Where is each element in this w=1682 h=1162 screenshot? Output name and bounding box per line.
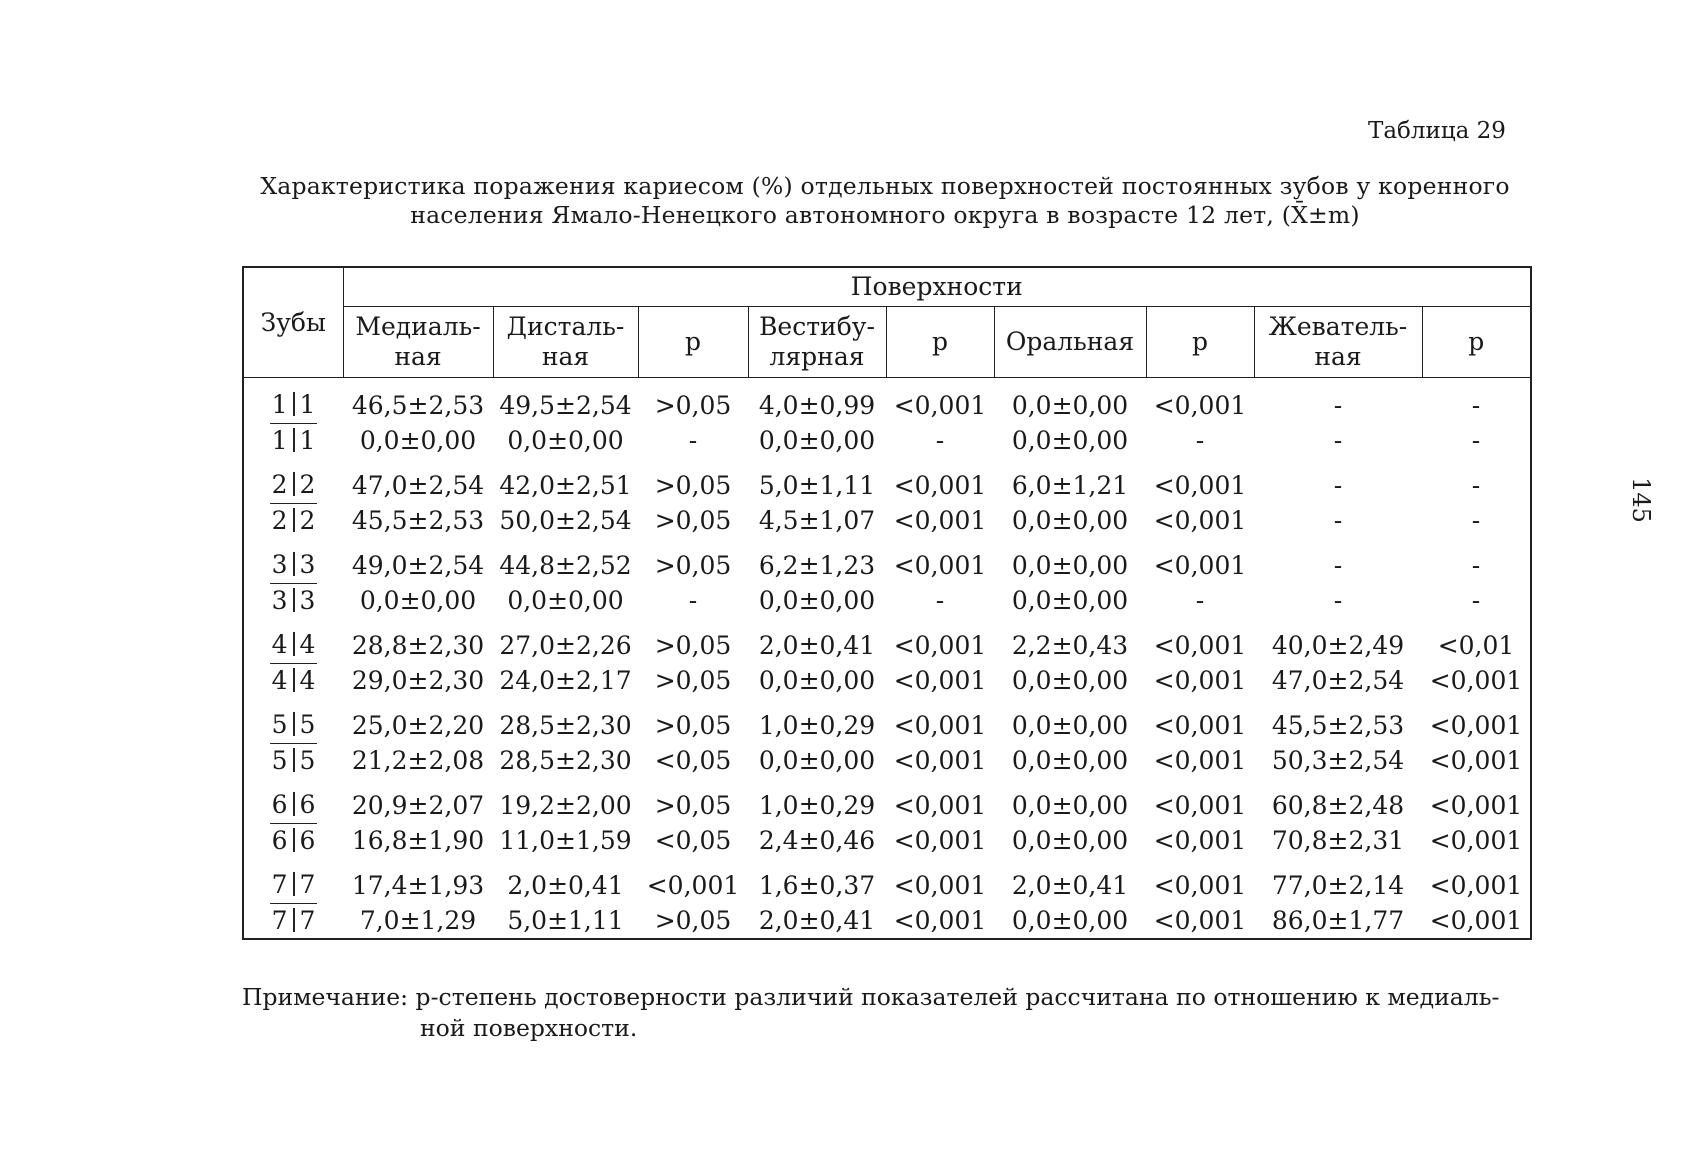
table-cell: 44,8±2,52 [499,550,632,580]
column-header [638,307,748,378]
tooth-number-right: 6 [299,825,316,855]
tooth-formula [243,584,343,619]
table-cell: <0,05 [654,745,732,775]
table-cell: - [1333,390,1343,420]
table-body [243,378,1531,940]
table-cell: >0,05 [654,790,732,820]
table-cell: 0,0±0,00 [359,585,477,615]
table-cell: 0,0±0,00 [1011,425,1129,455]
column-header [1254,307,1422,378]
tooth-number-left: 1 [271,425,288,455]
table-row [243,778,1531,824]
column-header-line-2: лярная [769,342,865,371]
teeth-header: Зубы [243,267,343,378]
table-cell: 45,5±2,53 [1271,710,1405,740]
table-cell: <0,001 [1153,550,1247,580]
table-row [243,378,1531,424]
quadrant-separator [293,668,295,692]
table-cell: >0,05 [654,550,732,580]
quadrant-separator [293,392,295,416]
quadrant-separator [293,552,295,576]
table-cell: <0,001 [1429,905,1523,935]
tooth-formula [243,378,343,424]
table-header [243,267,1531,378]
column-header [1146,307,1254,378]
table-cell: 0,0±0,00 [1011,585,1129,615]
tooth-formula [243,858,343,904]
tooth-formula [243,824,343,859]
column-header-line-1: Дисталь- [506,312,625,341]
table-cell: 5,0±1,11 [507,905,624,935]
table-cell: 0,0±0,00 [758,745,876,775]
table-cell: 0,0±0,00 [1011,745,1129,775]
tooth-number-right: 4 [299,630,316,659]
table-row [243,618,1531,664]
table-cell: <0,001 [1153,505,1247,535]
tooth-number-left: 7 [271,870,288,899]
table-cell: 28,5±2,30 [499,710,632,740]
table-cell: <0,001 [893,825,987,855]
table-cell: 0,0±0,00 [1011,710,1129,740]
table-cell: 0,0±0,00 [1011,505,1129,535]
tooth-number-right: 4 [299,665,316,695]
column-header-line-1: р [1468,327,1485,356]
table-cell: 4,5±1,07 [758,505,876,535]
table-cell: 19,2±2,00 [499,790,632,820]
tooth-number-right: 2 [299,505,316,535]
table-cell: <0,001 [1153,825,1247,855]
table-cell: 77,0±2,14 [1271,870,1405,900]
table-cell: 2,4±0,46 [758,825,876,855]
table-cell: 40,0±2,49 [1271,630,1405,660]
table-cell: >0,05 [654,665,732,695]
table-cell: 24,0±2,17 [499,665,632,695]
tooth-number-right: 3 [299,550,316,579]
tooth-number-left: 1 [271,390,288,419]
table-cell: 49,0±2,54 [351,550,485,580]
tooth-number-right: 6 [299,790,316,819]
table-cell: <0,001 [1429,665,1523,695]
tooth-number-right: 1 [299,425,316,455]
tooth-number-left: 5 [271,745,288,775]
table-cell: <0,001 [1153,390,1247,420]
table-cell: - [688,585,698,615]
table-cell: 42,0±2,51 [499,470,632,500]
table-cell: - [1333,505,1343,535]
caption-line-1: Характеристика поражения кариесом (%) отдельных поверхностей постоянных зубов у коренного [260,172,1510,200]
table-cell: >0,05 [654,710,732,740]
tooth-formula [243,504,343,539]
table-cell: 0,0±0,00 [507,425,624,455]
table-cell: 0,0±0,00 [507,585,624,615]
table-cell: <0,001 [1429,870,1523,900]
tooth-number-left: 3 [271,550,288,579]
table-cell: - [1471,390,1481,420]
table-cell: <0,001 [1153,870,1247,900]
table-cell: 6,2±1,23 [758,550,876,580]
table-cell: <0,001 [893,390,987,420]
tooth-number-right: 1 [299,390,316,419]
table-cell: 2,0±0,41 [507,870,624,900]
quadrant-separator [293,908,295,932]
table-cell: - [1471,550,1481,580]
table-cell: - [935,585,945,615]
table-cell: - [1471,425,1481,455]
column-header [748,307,886,378]
table-cell: - [1471,470,1481,500]
table-cell: 2,2±0,43 [1011,630,1129,660]
table-cell: <0,001 [1153,710,1247,740]
table-cell: >0,05 [654,505,732,535]
table-cell: - [1195,585,1205,615]
table-cell: 45,5±2,53 [351,505,485,535]
table-cell: 47,0±2,54 [351,470,485,500]
table-cell: <0,001 [1153,470,1247,500]
table-row [243,424,1531,459]
footnote-line-2: ной поверхности. [420,1014,638,1042]
table-cell: <0,001 [893,630,987,660]
table-cell: <0,001 [1429,710,1523,740]
table-cell: 46,5±2,53 [351,390,485,420]
tooth-number-right: 5 [299,745,316,775]
table-caption [235,172,1535,230]
footnote [242,982,1542,1044]
table-cell: <0,001 [893,710,987,740]
table-cell: 0,0±0,00 [1011,390,1129,420]
table-cell: - [1333,550,1343,580]
tooth-formula [243,698,343,744]
table-row [243,538,1531,584]
table-label: Таблица 29 [1368,118,1506,144]
table-cell: 1,6±0,37 [758,870,876,900]
table-cell: <0,001 [1153,905,1247,935]
column-header-line-1: р [684,327,701,356]
table-row [243,504,1531,539]
tooth-number-left: 4 [271,665,288,695]
quadrant-separator [293,792,295,816]
table-cell: <0,001 [893,665,987,695]
quadrant-separator [293,472,295,496]
tooth-formula [243,778,343,824]
column-header-line-1: Жеватель- [1268,312,1408,341]
table-cell: 0,0±0,00 [1011,550,1129,580]
table-cell: <0,001 [893,505,987,535]
table-cell: 6,0±1,21 [1011,470,1129,500]
table-cell: 28,8±2,30 [351,630,485,660]
table-cell: <0,001 [893,905,987,935]
table-cell: >0,05 [654,390,732,420]
table-row [243,904,1531,940]
table-row [243,744,1531,779]
footnote-line-1: Примечание: р-степень достоверности различий показателей рассчитана по отношению к медиаль- [242,983,1500,1011]
table-cell: 17,4±1,93 [351,870,485,900]
tooth-formula [243,744,343,779]
tooth-number-left: 6 [271,825,288,855]
table-cell: 2,0±0,41 [758,630,876,660]
table-cell: - [1471,505,1481,535]
table-cell: 1,0±0,29 [758,790,876,820]
table-cell: <0,001 [893,550,987,580]
table-cell: <0,001 [893,870,987,900]
table-row [243,458,1531,504]
column-header-line-1: р [931,327,948,356]
table-cell: >0,05 [654,470,732,500]
table-row [243,664,1531,699]
table-cell: 11,0±1,59 [499,825,632,855]
table-cell: 0,0±0,00 [1011,665,1129,695]
column-header-line-1: Медиаль- [355,312,481,341]
column-header-line-2: ная [394,342,442,371]
column-header-line-2: ная [541,342,590,371]
tooth-formula [243,618,343,664]
table-cell: 4,0±0,99 [758,390,876,420]
table-cell: 25,0±2,20 [351,710,485,740]
table-cell: 2,0±0,41 [758,905,876,935]
table-cell: - [1333,425,1343,455]
table-row [243,824,1531,859]
quadrant-separator [293,712,295,736]
quadrant-separator [293,828,295,852]
table-cell: 0,0±0,00 [1011,825,1129,855]
table-cell: - [935,425,945,455]
table-cell: <0,001 [1429,790,1523,820]
table-cell: 20,9±2,07 [351,790,485,820]
quadrant-separator [293,872,295,896]
table-cell: 29,0±2,30 [351,665,485,695]
table-cell: 70,8±2,31 [1271,825,1405,855]
table-cell: 0,0±0,00 [758,425,876,455]
tooth-number-left: 2 [271,470,288,499]
tooth-formula [243,538,343,584]
column-header-line-1: Оральная [1005,327,1135,356]
column-header [994,307,1146,378]
table-cell: 21,2±2,08 [351,745,485,775]
tooth-number-right: 2 [299,470,316,499]
table-cell: 0,0±0,00 [758,665,876,695]
table-cell: - [1471,585,1481,615]
tooth-number-right: 7 [299,905,316,935]
column-header-line-1: Вестибу- [759,312,875,341]
tooth-number-left: 4 [271,630,288,659]
table-cell: 28,5±2,30 [499,745,632,775]
table-cell: <0,001 [1153,745,1247,775]
table-row [243,698,1531,744]
table-cell: 0,0±0,00 [359,425,477,455]
table-cell: 50,3±2,54 [1271,745,1405,775]
table-cell: - [1333,470,1343,500]
tooth-number-left: 6 [271,790,288,819]
quadrant-separator [293,508,295,532]
table-cell: 27,0±2,26 [499,630,632,660]
table-cell: 50,0±2,54 [499,505,632,535]
page-number: 145 [1626,477,1655,523]
table-cell: 47,0±2,54 [1271,665,1405,695]
table-cell: <0,001 [893,790,987,820]
table-cell: <0,001 [1429,825,1523,855]
table-cell: <0,001 [893,745,987,775]
column-header [493,307,638,378]
column-header [1422,307,1531,378]
table-cell: 5,0±1,11 [758,470,876,500]
column-header-line-2: ная [1314,342,1362,371]
tooth-formula [243,664,343,699]
table-cell: 7,0±1,29 [359,905,477,935]
table-cell: - [1333,585,1343,615]
column-header-line-1: р [1191,327,1208,356]
table-cell: <0,001 [893,470,987,500]
caries-table [242,266,1532,940]
tooth-formula [243,904,343,940]
table-cell: <0,05 [654,825,732,855]
table-cell: <0,001 [1153,665,1247,695]
table-row [243,584,1531,619]
tooth-number-left: 2 [271,505,288,535]
tooth-formula [243,458,343,504]
table-cell: 0,0±0,00 [758,585,876,615]
tooth-number-left: 7 [271,905,288,935]
table-row [243,858,1531,904]
tooth-number-right: 3 [299,585,316,615]
table-cell: <0,001 [1153,630,1247,660]
table-cell: 86,0±1,77 [1271,905,1405,935]
quadrant-separator [293,632,295,656]
caption-line-2: населения Ямало-Ненецкого автономного округа в возрасте 12 лет, (X̄±m) [410,201,1360,229]
table-cell: - [688,425,698,455]
table-cell: <0,001 [1153,790,1247,820]
table-cell: <0,001 [1429,745,1523,775]
column-header [886,307,994,378]
table-cell: 2,0±0,41 [1011,870,1129,900]
table-cell: 60,8±2,48 [1271,790,1405,820]
table-cell: 49,5±2,54 [499,390,632,420]
table-cell: 1,0±0,29 [758,710,876,740]
quadrant-separator [293,428,295,452]
column-header [343,307,493,378]
table-cell: 0,0±0,00 [1011,905,1129,935]
table-cell: - [1195,425,1205,455]
table-cell: <0,001 [646,870,740,900]
quadrant-separator [293,588,295,612]
tooth-number-right: 7 [299,870,316,899]
table-cell: >0,05 [654,905,732,935]
tooth-number-left: 5 [271,710,288,739]
surfaces-header: Поверхности [343,267,1531,307]
tooth-number-right: 5 [299,710,316,739]
quadrant-separator [293,748,295,772]
table-cell: <0,01 [1437,630,1515,660]
tooth-formula [243,424,343,459]
table-cell: 0,0±0,00 [1011,790,1129,820]
table-cell: 16,8±1,90 [351,825,485,855]
tooth-number-left: 3 [271,585,288,615]
table-cell: >0,05 [654,630,732,660]
